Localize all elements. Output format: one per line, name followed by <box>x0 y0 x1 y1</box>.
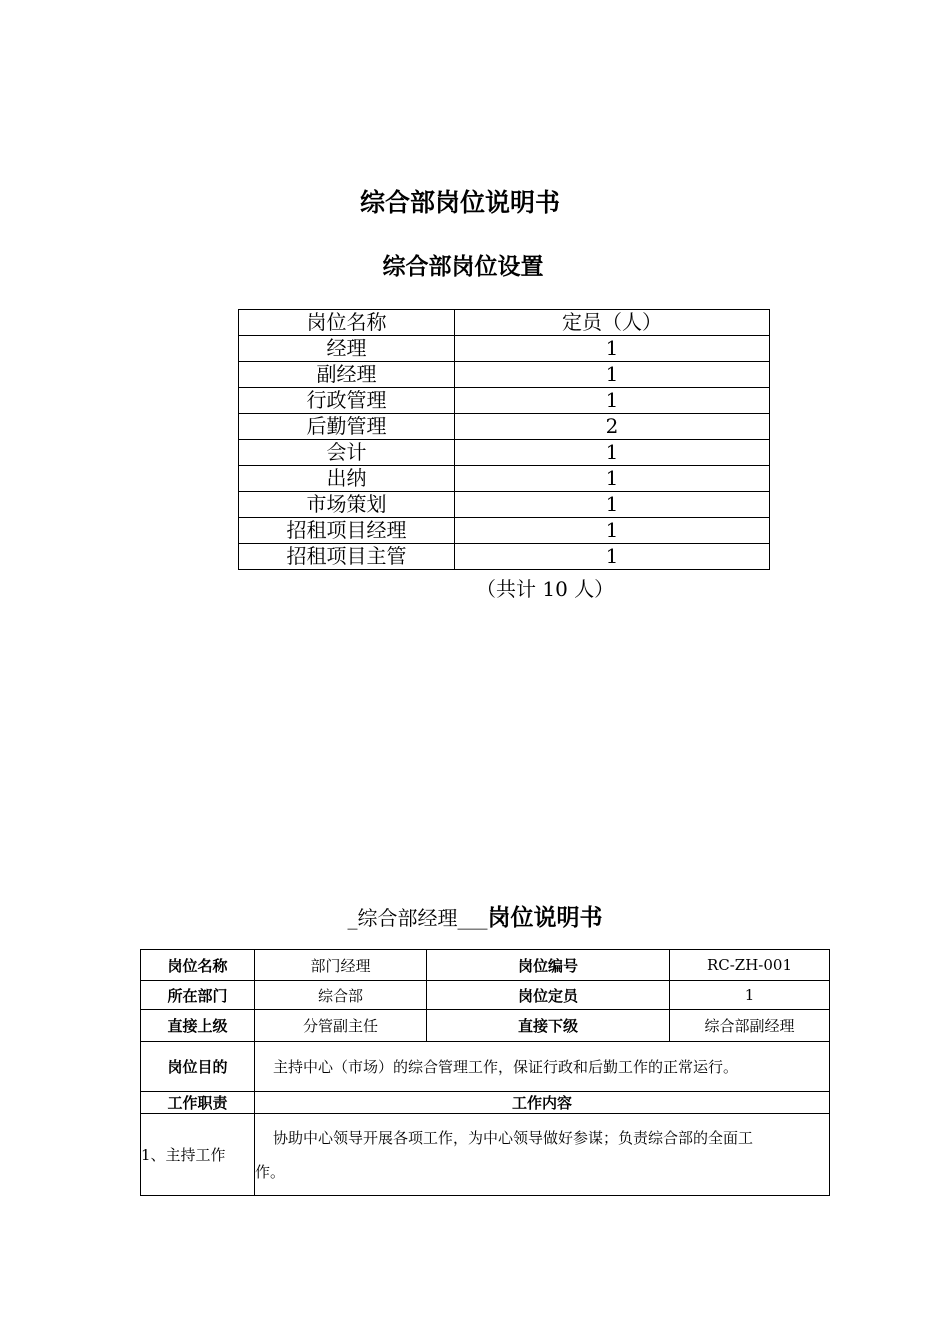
position-name-cell: 招租项目经理 <box>239 518 455 544</box>
table-row <box>239 518 770 544</box>
label-purpose: 岗位目的 <box>141 1042 255 1092</box>
section-title: 综合部岗位设置 <box>382 254 544 280</box>
headcount-cell: 1 <box>455 440 770 466</box>
job-description-table <box>140 949 830 1196</box>
table-row <box>239 388 770 414</box>
value-department: 综合部 <box>255 981 427 1010</box>
job-title-suffix: 岗位说明书 <box>487 905 603 931</box>
position-name-cell: 经理 <box>239 336 455 362</box>
table-row <box>141 1092 830 1114</box>
duty-1-line-2: 作。 <box>255 1162 286 1181</box>
value-subordinate: 综合部副经理 <box>670 1010 830 1042</box>
label-work-content: 工作内容 <box>255 1092 830 1114</box>
table-row <box>239 336 770 362</box>
duty-1-label: 1、主持工作 <box>141 1114 255 1196</box>
document-title: 综合部岗位说明书 <box>359 188 560 217</box>
value-headcount: 1 <box>670 981 830 1010</box>
table-row <box>239 440 770 466</box>
position-name-cell: 市场策划 <box>239 492 455 518</box>
table-row <box>141 1042 830 1092</box>
duty-1-content <box>255 1114 830 1196</box>
staffing-table <box>238 309 770 570</box>
table-row <box>239 362 770 388</box>
label-subordinate: 直接下级 <box>427 1010 670 1042</box>
table-row <box>239 414 770 440</box>
headcount-cell: 1 <box>455 362 770 388</box>
headcount-cell: 2 <box>455 414 770 440</box>
position-name-cell: 副经理 <box>239 362 455 388</box>
value-superior: 分管副主任 <box>255 1010 427 1042</box>
table-row <box>141 1010 830 1042</box>
table-row <box>239 492 770 518</box>
position-name-cell: 出纳 <box>239 466 455 492</box>
headcount-cell: 1 <box>455 466 770 492</box>
job-title-prefix: _综合部经理___ <box>347 906 488 930</box>
table-row <box>141 950 830 981</box>
position-name-cell: 会计 <box>239 440 455 466</box>
label-position-code: 岗位编号 <box>427 950 670 981</box>
value-position-name: 部门经理 <box>255 950 427 981</box>
headcount-cell: 1 <box>455 492 770 518</box>
table-row <box>239 466 770 492</box>
position-name-cell: 行政管理 <box>239 388 455 414</box>
value-position-code: RC-ZH-001 <box>670 950 830 981</box>
label-superior: 直接上级 <box>141 1010 255 1042</box>
table-row <box>141 1114 830 1196</box>
table-row <box>141 981 830 1010</box>
duty-1-line-1: 协助中心领导开展各项工作，为中心领导做好参谋；负责综合部的全面工 <box>273 1128 754 1147</box>
table-row <box>239 544 770 570</box>
table-header-row <box>239 310 770 336</box>
position-name-cell: 后勤管理 <box>239 414 455 440</box>
position-name-cell: 招租项目主管 <box>239 544 455 570</box>
headcount-cell: 1 <box>455 388 770 414</box>
headcount-cell: 1 <box>455 336 770 362</box>
label-duties: 工作职责 <box>141 1092 255 1114</box>
header-position-name: 岗位名称 <box>239 310 455 336</box>
headcount-cell: 1 <box>455 518 770 544</box>
label-department: 所在部门 <box>141 981 255 1010</box>
label-headcount: 岗位定员 <box>427 981 670 1010</box>
staffing-total: （共计 10 人） <box>476 577 615 601</box>
headcount-cell: 1 <box>455 544 770 570</box>
label-position-name: 岗位名称 <box>141 950 255 981</box>
job-description-title <box>0 899 950 932</box>
value-purpose: 主持中心（市场）的综合管理工作，保证行政和后勤工作的正常运行。 <box>255 1042 830 1092</box>
header-headcount: 定员（人） <box>455 310 770 336</box>
